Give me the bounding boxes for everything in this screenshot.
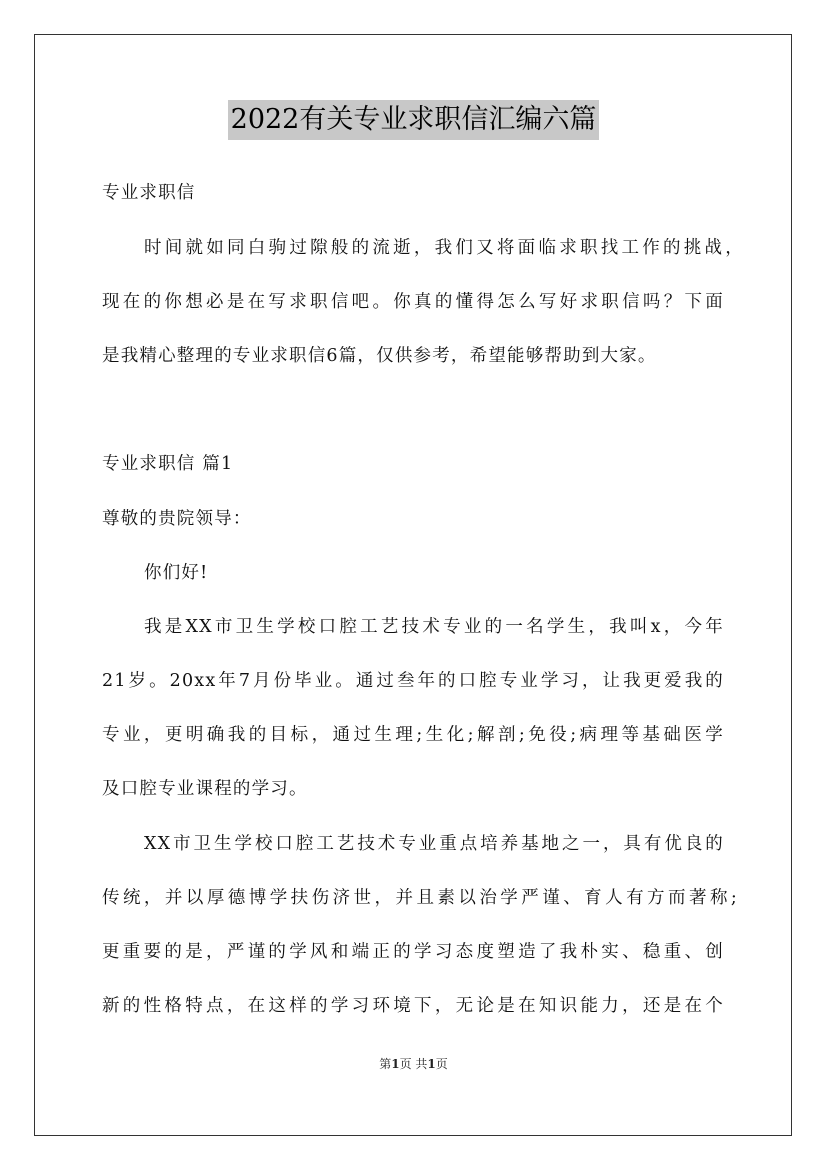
body-paragraph-line: 新的性格特点，在这样的学习环境下，无论是在知识能力，还是在个	[102, 996, 724, 1016]
intro-paragraph-line: 现在的你想必是在写求职信吧。你真的懂得怎么写好求职信吗？下面	[102, 292, 724, 312]
body-paragraph-line: 专业，更明确我的目标，通过生理;生化;解剖;免役;病理等基础医学	[102, 725, 724, 745]
title-container	[0, 100, 827, 140]
footer-page-suffix: 页	[435, 1057, 448, 1071]
footer-page-prefix: 第	[379, 1057, 392, 1071]
body-paragraph-line: 更重要的是，严谨的学风和端正的学习态度塑造了我朴实、稳重、创	[102, 942, 724, 962]
body-paragraph-line: 传统，并以厚德博学扶伤济世，并且素以治学严谨、育人有方而著称;	[102, 888, 738, 908]
page-footer	[0, 1054, 827, 1074]
body-paragraph-line: XX市卫生学校口腔工艺技术专业重点培养基地之一，具有优良的	[144, 834, 724, 854]
footer-current-page: 1	[391, 1057, 400, 1071]
greeting: 你们好!	[144, 563, 209, 583]
footer-page-mid: 页 共	[399, 1057, 428, 1071]
intro-paragraph-line: 是我精心整理的专业求职信6篇，仅供参考，希望能够帮助到大家。	[102, 346, 657, 366]
footer-total-pages: 1	[427, 1057, 436, 1071]
body-paragraph-line: 21岁。20xx年7月份毕业。通过叁年的口腔专业学习，让我更爱我的	[102, 671, 724, 691]
body-paragraph-line: 及口腔专业课程的学习。	[102, 779, 308, 799]
salutation: 尊敬的贵院领导：	[102, 509, 252, 529]
section-heading: 专业求职信	[102, 183, 196, 203]
letter-heading: 专业求职信 篇1	[102, 454, 234, 474]
intro-paragraph-line: 时间就如同白驹过隙般的流逝，我们又将面临求职找工作的挑战，	[144, 238, 744, 258]
document-title: 2022有关专业求职信汇编六篇	[228, 100, 600, 140]
body-paragraph-line: 我是XX市卫生学校口腔工艺技术专业的一名学生，我叫x，今年	[144, 617, 724, 637]
